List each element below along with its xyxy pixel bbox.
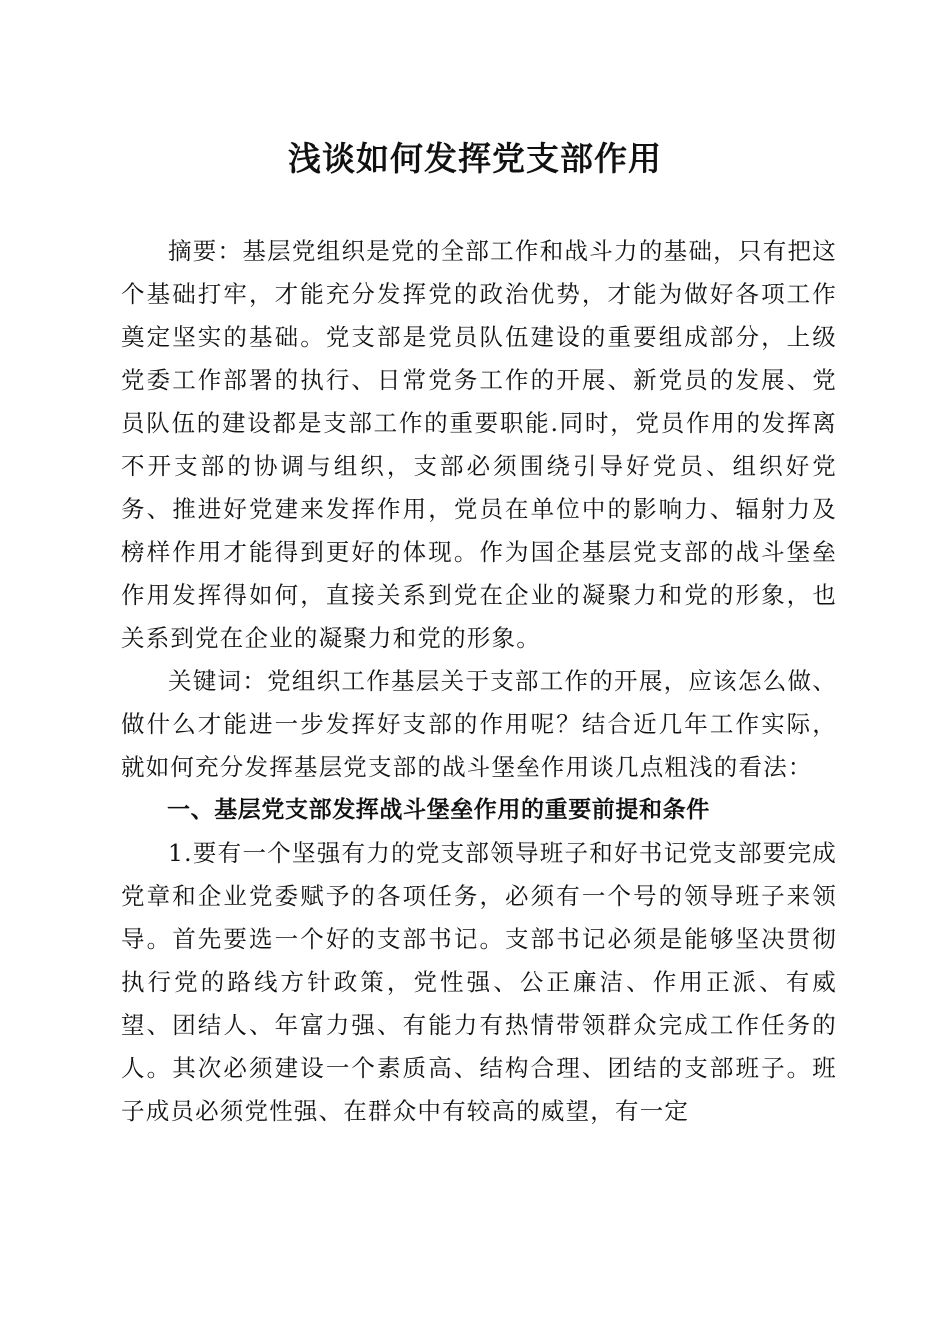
keywords-paragraph: 关键词：党组织工作基层关于支部工作的开展，应该怎么做、做什么才能进一步发挥好支部的作用呢？结合近几年工作实际，就如何充分发挥基层党支部的战斗堡垒作用谈几点粗浅的看法：: [121, 667, 837, 781]
abstract-paragraph: 摘要：基层党组织是党的全部工作和战斗力的基础，只有把这个基础打牢，才能充分发挥党的政治优势，才能为做好各项工作奠定坚实的基础。党支部是党员队伍建设的重要组成部分，上级党委工作部署的执行、日常党务工作的开展、新党员的发展、党员队伍的建设都是支部工作的重要职能.同时，党员作用的发挥离不开支部的协调与组织，支部必须围绕引导好党员、组织好党务、推进好党建来发挥作用，党员在单位中的影响力、辐射力及榜样作用才能得到更好的体现。作为国企基层党支部的战斗堡垒作用发挥得如何，直接关系到党在企业的凝聚力和党的形象，也关系到党在企业的凝聚力和党的形象。: [121, 237, 837, 652]
point-paragraph: 1.要有一个坚强有力的党支部领导班子和好书记党支部要完成党章和企业党委赋予的各项任务，必须有一个号的领导班子来领导。首先要选一个好的支部书记。支部书记必须是能够坚决贯彻执行党的路线方针政策，党性强、公正廉洁、作用正派、有威望、团结人、年富力强、有能力有热情带领群众完成工作任务的人。其次必须建设一个素质高、结构合理、团结的支部班子。班子成员必须党性强、在群众中有较高的威望，有一定: [121, 839, 837, 1125]
document-title: 浅谈如何发挥党支部作用: [288, 139, 662, 178]
section-heading: 一、基层党支部发挥战斗堡垒作用的重要前提和条件: [167, 797, 710, 823]
document-body: [121, 230, 837, 1133]
